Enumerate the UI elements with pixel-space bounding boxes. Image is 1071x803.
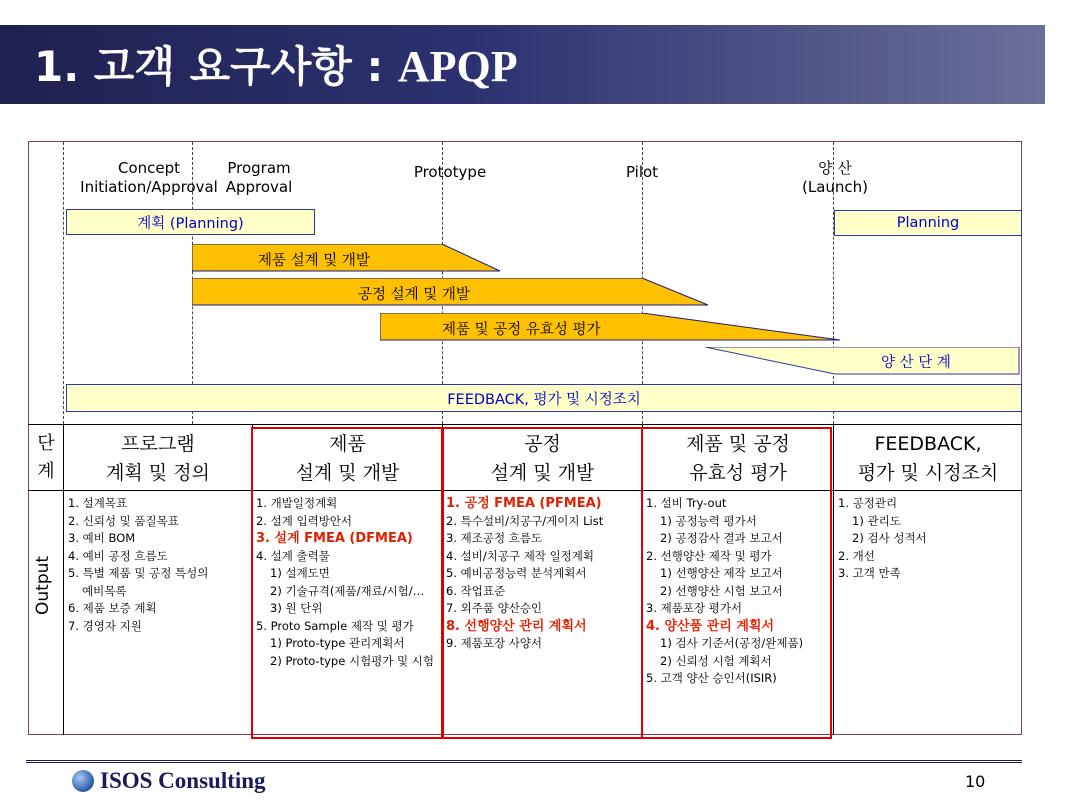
bar-process-design [192,278,712,306]
bar-feedback-label: FEEDBACK, 평가 및 시정조치 [447,391,641,408]
bar-validation-label: 제품 및 공정 유효성 평가 [442,322,601,338]
output-item: 2. 개선 [838,548,875,563]
globe-icon [72,770,94,792]
output-item: 3. 고객 만족 [838,566,901,580]
phase-4-line1: 제품 및 공정 [686,433,790,455]
milestone-program: Program Approval [225,159,293,196]
output-item: 4. 설계 출력물 [256,548,330,563]
milestone-pilot: Pilot [625,163,659,181]
milestone-prototype: Prototype [413,163,487,181]
output-item: 1) 공정능력 평가서 [660,513,757,528]
output-item: 5. 예비공정능력 분석계획서 [446,566,587,580]
page-title [34,34,518,94]
phase-1-line1: 프로그램 [121,433,195,455]
output-item: 예비목록 [82,583,127,598]
output-item: 5. Proto Sample 제작 및 평가 [256,618,414,633]
bar-planning-right-label: Planning [896,215,960,231]
output-item: 5. 특별 제품 및 공정 특성의 [68,566,209,580]
output-list-2 [256,495,434,670]
output-list-1 [68,495,208,635]
output-item: 2. 신뢰성 및 품질목표 [68,513,179,528]
output-item: 8. 선행양산 관리 계획서 [446,618,587,634]
gridline-start [63,142,64,424]
output-item: 2) 기술규격(제품/재료/시험/… [270,583,425,598]
milestone-launch: 양 산 (Launch) [801,159,869,196]
company-logo [72,768,266,794]
output-item: 7. 경영자 지원 [68,618,142,633]
output-item: 2) 검사 성적서 [852,531,927,545]
output-item: 3) 원 단위 [270,601,323,615]
output-item: 6. 제품 보증 계획 [68,601,157,615]
output-item: 9. 제품포장 사양서 [446,636,543,650]
output-label: Output [33,555,53,615]
output-item: 1) 설계도면 [270,566,330,580]
output-item: 1. 설계목표 [68,496,128,510]
output-item: 4. 설비/치공구 제작 일정계획 [446,548,595,563]
bar-process-design-label: 공정 설계 및 개발 [358,287,470,303]
output-item: 1) 관리도 [852,513,901,528]
bar-validation [380,313,842,341]
output-item: 1. 공정관리 [838,496,898,510]
phase-5-line1: FEEDBACK, [874,433,982,455]
phase-1-line2: 계획 및 정의 [106,462,210,484]
bar-product-design [192,244,502,272]
phase-header-1 [64,430,252,488]
output-item: 2) 선행양산 시험 보고서 [660,583,783,598]
output-item: 2. 설계 입력방안서 [256,513,353,528]
output-item: 6. 작업표준 [446,583,506,598]
output-item: 4. 양산품 관리 계획서 [646,618,775,634]
bar-feedback [66,384,1022,412]
output-item: 2) Proto-type 시험평가 및 시험 [270,653,435,668]
bar-production-label: 양 산 단 계 [881,355,951,371]
page-title-main: 1. 고객 요구사항 : [34,42,384,91]
output-item: 2) 신뢰성 시험 계획서 [660,653,772,668]
output-item: 1. 공정 FMEA (PFMEA) [446,496,602,511]
phase-3-line2: 설계 및 개발 [490,462,595,484]
output-item: 2. 특수설비/치공구/게이지 List [446,513,604,528]
output-item: 3. 예비 BOM [68,531,136,545]
page-title-en: APQP [397,42,518,91]
bar-product-design-label: 제품 설계 및 개발 [258,253,370,269]
output-item: 1) 검사 기준서(공정/완제품) [660,636,804,650]
milestone-concept: Concept Initiation/Approval [80,159,218,196]
bar-planning-left-label: 계획 (Planning) [137,215,244,232]
output-item: 3. 제조공정 흐름도 [446,531,543,545]
output-item: 7. 외주품 양산승인 [446,601,543,615]
phase-4-line2: 유효성 평가 [689,462,787,484]
output-item: 1) Proto-type 관리계획서 [270,636,405,650]
phase-2-line2: 설계 및 개발 [295,462,400,484]
phase-5-line2: 평가 및 시정조치 [857,462,999,484]
output-list-5 [838,495,927,583]
footer-divider [26,760,1022,763]
output-list-3 [446,495,603,653]
phase-2-line1: 제품 [329,433,366,455]
output-list-4 [646,495,803,688]
page-number: 10 [965,772,986,791]
output-item: 1. 개발일정계획 [256,496,338,510]
bar-planning-left [66,209,315,235]
output-item: 1. 설비 Try-out [646,496,727,510]
phase-3-line1: 공정 [524,433,561,455]
company-name: ISOS Consulting [100,768,266,793]
table-top-line [28,424,1022,425]
bar-planning-right [834,210,1022,236]
phase-header-5 [834,430,1022,488]
output-item: 3. 설계 FMEA (DFMEA) [256,531,413,546]
output-item: 2) 공정감사 결과 보고서 [660,531,783,545]
output-item: 4. 예비 공정 흐름도 [68,548,168,563]
output-item: 2. 선행양산 제작 및 평가 [646,548,772,563]
output-item: 3. 제품포장 평가서 [646,601,743,615]
output-item: 1) 선행양산 제작 보고서 [660,566,783,580]
output-item: 5. 고객 양산 승인서(ISIR) [646,671,777,685]
stage-label: 단 계 [37,433,55,482]
bar-production [705,347,1022,375]
